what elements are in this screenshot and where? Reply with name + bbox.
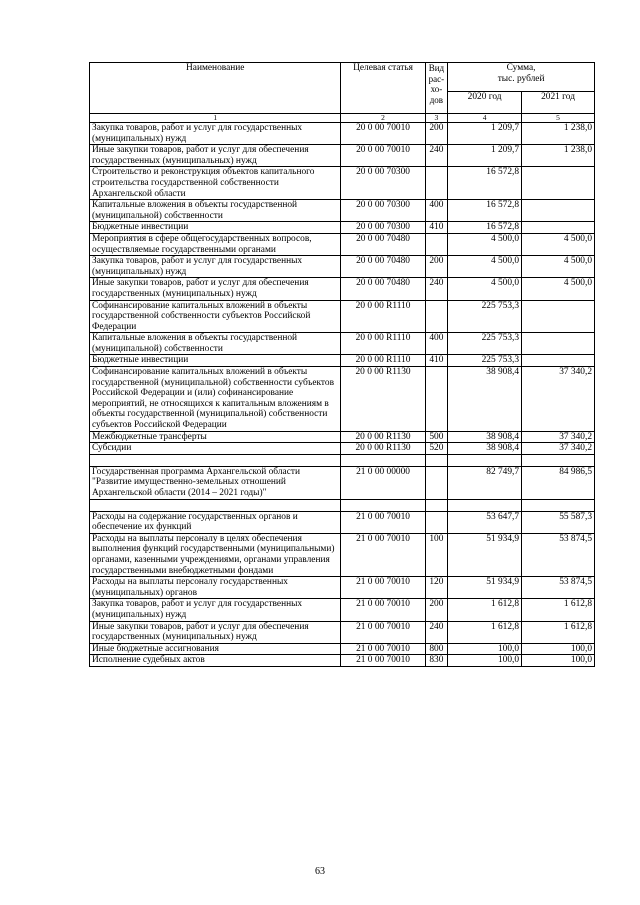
table-row [90,431,595,443]
header-code: Целевая статья [341,63,425,114]
row-expense-type: 240 [425,621,448,643]
row-target-code: 21 0 00 70010 [341,533,425,576]
row-amount-2020: 16 572,8 [448,222,522,234]
row-amount-2020: 1 612,8 [448,621,522,643]
row-name: Капитальные вложения в объекты государственной (муниципальной) собственности [90,333,341,355]
row-amount-2020: 1 209,7 [448,123,522,145]
row-target-code: 21 0 00 00000 [341,466,425,499]
row-name: Бюджетные инвестиции [90,222,341,234]
row-amount-2020: 16 572,8 [448,167,522,200]
row-name: Бюджетные инвестиции [90,355,341,367]
row-amount-2021: 4 500,0 [522,256,595,278]
row-amount-2021 [522,222,595,234]
row-target-code: 20 0 00 R1130 [341,443,425,455]
row-expense-type: 200 [425,123,448,145]
row-amount-2020: 1 612,8 [448,599,522,621]
row-amount-2020: 100,0 [448,655,522,667]
row-amount-2020: 38 908,4 [448,431,522,443]
row-expense-type: 400 [425,200,448,222]
table-row [90,355,595,367]
row-expense-type: 500 [425,431,448,443]
budget-table [89,62,595,667]
row-amount-2020: 38 908,4 [448,443,522,455]
row-name: Закупка товаров, работ и услуг для государственных (муниципальных) нужд [90,123,341,145]
row-amount-2020: 225 753,3 [448,333,522,355]
row-name: Софинансирование капитальных вложений в объекты государственной (муниципальной) собственности субъектов Российской Федерации и (или) софинансирование мероприятий, не относящихся к капитальным вложениям в объекты государственной (муниципальной) собственности субъектов Российской Федерации [90,367,341,432]
row-name: Строительство и реконструкция объектов капитального строительства государственной собственности Архангельской области [90,167,341,200]
row-expense-type: 100 [425,533,448,576]
table-row [90,443,595,455]
row-amount-2021 [522,200,595,222]
row-target-code: 20 0 00 70010 [341,145,425,167]
row-amount-2021: 1 238,0 [522,145,595,167]
row-expense-type: 800 [425,643,448,655]
row-name: Межбюджетные трансферты [90,431,341,443]
row-name: Иные бюджетные ассигнования [90,643,341,655]
row-expense-type [425,499,448,511]
row-target-code: 21 0 00 70010 [341,599,425,621]
row-expense-type: 410 [425,222,448,234]
row-target-code [341,499,425,511]
row-name: Расходы на выплаты персоналу в целях обеспечения выполнения функций государственными (муниципальными) органами, казенными учреждениями, органами управления государственными внебюджетными фондами [90,533,341,576]
row-name: Субсидии [90,443,341,455]
row-amount-2021 [522,454,595,466]
row-target-code: 21 0 00 70010 [341,511,425,533]
header-year-2021: 2021 год [522,92,595,114]
row-expense-type [425,233,448,255]
table-row [90,200,595,222]
row-amount-2020: 51 934,9 [448,577,522,599]
row-target-code: 20 0 00 70010 [341,123,425,145]
row-target-code: 21 0 00 70010 [341,577,425,599]
table-row [90,599,595,621]
row-expense-type: 520 [425,443,448,455]
row-amount-2021: 37 340,2 [522,443,595,455]
column-number: 5 [522,114,595,123]
row-name [90,454,341,466]
row-name: Иные закупки товаров, работ и услуг для обеспечения государственных (муниципальных) нужд [90,278,341,300]
row-expense-type: 200 [425,599,448,621]
row-expense-type: 240 [425,278,448,300]
row-target-code: 21 0 00 70010 [341,655,425,667]
row-amount-2020: 38 908,4 [448,367,522,432]
row-target-code: 21 0 00 70010 [341,643,425,655]
row-expense-type: 120 [425,577,448,599]
row-expense-type [425,167,448,200]
table-body [90,123,595,667]
row-name: Закупка товаров, работ и услуг для государственных (муниципальных) нужд [90,599,341,621]
row-expense-type [425,511,448,533]
row-amount-2020: 82 749,7 [448,466,522,499]
row-amount-2021 [522,333,595,355]
row-name: Иные закупки товаров, работ и услуг для обеспечения государственных (муниципальных) нужд [90,621,341,643]
row-target-code: 21 0 00 70010 [341,621,425,643]
row-amount-2021 [522,167,595,200]
row-amount-2021: 84 986,5 [522,466,595,499]
spacer-row [90,454,595,466]
row-expense-type [425,367,448,432]
row-target-code: 20 0 00 70300 [341,200,425,222]
row-amount-2020: 51 934,9 [448,533,522,576]
row-name [90,499,341,511]
table-row [90,643,595,655]
row-amount-2021: 1 612,8 [522,599,595,621]
row-expense-type [425,300,448,333]
table-row [90,511,595,533]
row-expense-type: 830 [425,655,448,667]
row-amount-2020: 53 647,7 [448,511,522,533]
column-number: 2 [341,114,425,123]
row-name: Закупка товаров, работ и услуг для государственных (муниципальных) нужд [90,256,341,278]
row-name: Расходы на выплаты персоналу государственных (муниципальных) органов [90,577,341,599]
row-target-code: 20 0 00 R1110 [341,355,425,367]
row-target-code: 20 0 00 R1110 [341,300,425,333]
row-name: Мероприятия в сфере общегосударственных вопросов, осуществляемые государственными органами [90,233,341,255]
table-row [90,300,595,333]
row-amount-2020 [448,499,522,511]
row-target-code: 20 0 00 70480 [341,256,425,278]
table-row [90,655,595,667]
header-year-2020: 2020 год [448,92,522,114]
table-row [90,256,595,278]
row-target-code: 20 0 00 R1130 [341,367,425,432]
row-amount-2020: 225 753,3 [448,355,522,367]
row-amount-2020: 225 753,3 [448,300,522,333]
row-expense-type [425,454,448,466]
row-target-code: 20 0 00 70480 [341,278,425,300]
row-target-code: 20 0 00 R1130 [341,431,425,443]
column-number-row [90,114,595,123]
row-target-code: 20 0 00 R1110 [341,333,425,355]
row-name: Капитальные вложения в объекты государственной (муниципальной) собственности [90,200,341,222]
header-name: Наименование [90,63,341,114]
row-amount-2020: 1 209,7 [448,145,522,167]
row-amount-2021: 53 874,5 [522,577,595,599]
row-amount-2021: 37 340,2 [522,367,595,432]
table-row [90,367,595,432]
column-number: 4 [448,114,522,123]
row-target-code [341,454,425,466]
row-expense-type: 400 [425,333,448,355]
spacer-row [90,499,595,511]
row-amount-2021: 37 340,2 [522,431,595,443]
row-amount-2021: 1 612,8 [522,621,595,643]
row-amount-2021: 100,0 [522,643,595,655]
table-row [90,278,595,300]
row-target-code: 20 0 00 70300 [341,222,425,234]
row-name: Софинансирование капитальных вложений в объекты государственной собственности субъектов Российской Федерации [90,300,341,333]
row-amount-2020: 4 500,0 [448,256,522,278]
row-expense-type [425,466,448,499]
table-row [90,533,595,576]
table-row [90,145,595,167]
row-target-code: 20 0 00 70300 [341,167,425,200]
column-number: 3 [425,114,448,123]
row-name: Иные закупки товаров, работ и услуг для обеспечения государственных (муниципальных) нужд [90,145,341,167]
table-row [90,577,595,599]
row-amount-2021: 4 500,0 [522,278,595,300]
table-row [90,222,595,234]
row-expense-type: 200 [425,256,448,278]
row-amount-2020: 4 500,0 [448,233,522,255]
row-amount-2021: 53 874,5 [522,533,595,576]
row-name: Расходы на содержание государственных органов и обеспечение их функций [90,511,341,533]
row-expense-type: 240 [425,145,448,167]
row-amount-2021: 100,0 [522,655,595,667]
row-name: Государственная программа Архангельской области "Развитие имущественно-земельных отношений Архангельской области (2014 – 2021 годы)" [90,466,341,499]
row-amount-2021 [522,300,595,333]
program-row [90,466,595,499]
table-row [90,167,595,200]
table-header [90,63,595,123]
header-sum: Сумма, тыс. рублей [448,63,595,92]
table-row [90,333,595,355]
table-row [90,233,595,255]
row-amount-2020: 4 500,0 [448,278,522,300]
column-number: 1 [90,114,341,123]
row-expense-type: 410 [425,355,448,367]
table-row [90,123,595,145]
row-amount-2020: 16 572,8 [448,200,522,222]
row-name: Исполнение судебных актов [90,655,341,667]
row-amount-2021 [522,499,595,511]
row-amount-2021: 55 587,3 [522,511,595,533]
row-amount-2020 [448,454,522,466]
row-amount-2020: 100,0 [448,643,522,655]
row-amount-2021: 1 238,0 [522,123,595,145]
header-type: Вид рас- хо- дов [425,63,448,114]
row-amount-2021: 4 500,0 [522,233,595,255]
row-target-code: 20 0 00 70480 [341,233,425,255]
row-amount-2021 [522,355,595,367]
page-number: 63 [315,866,325,877]
table-row [90,621,595,643]
